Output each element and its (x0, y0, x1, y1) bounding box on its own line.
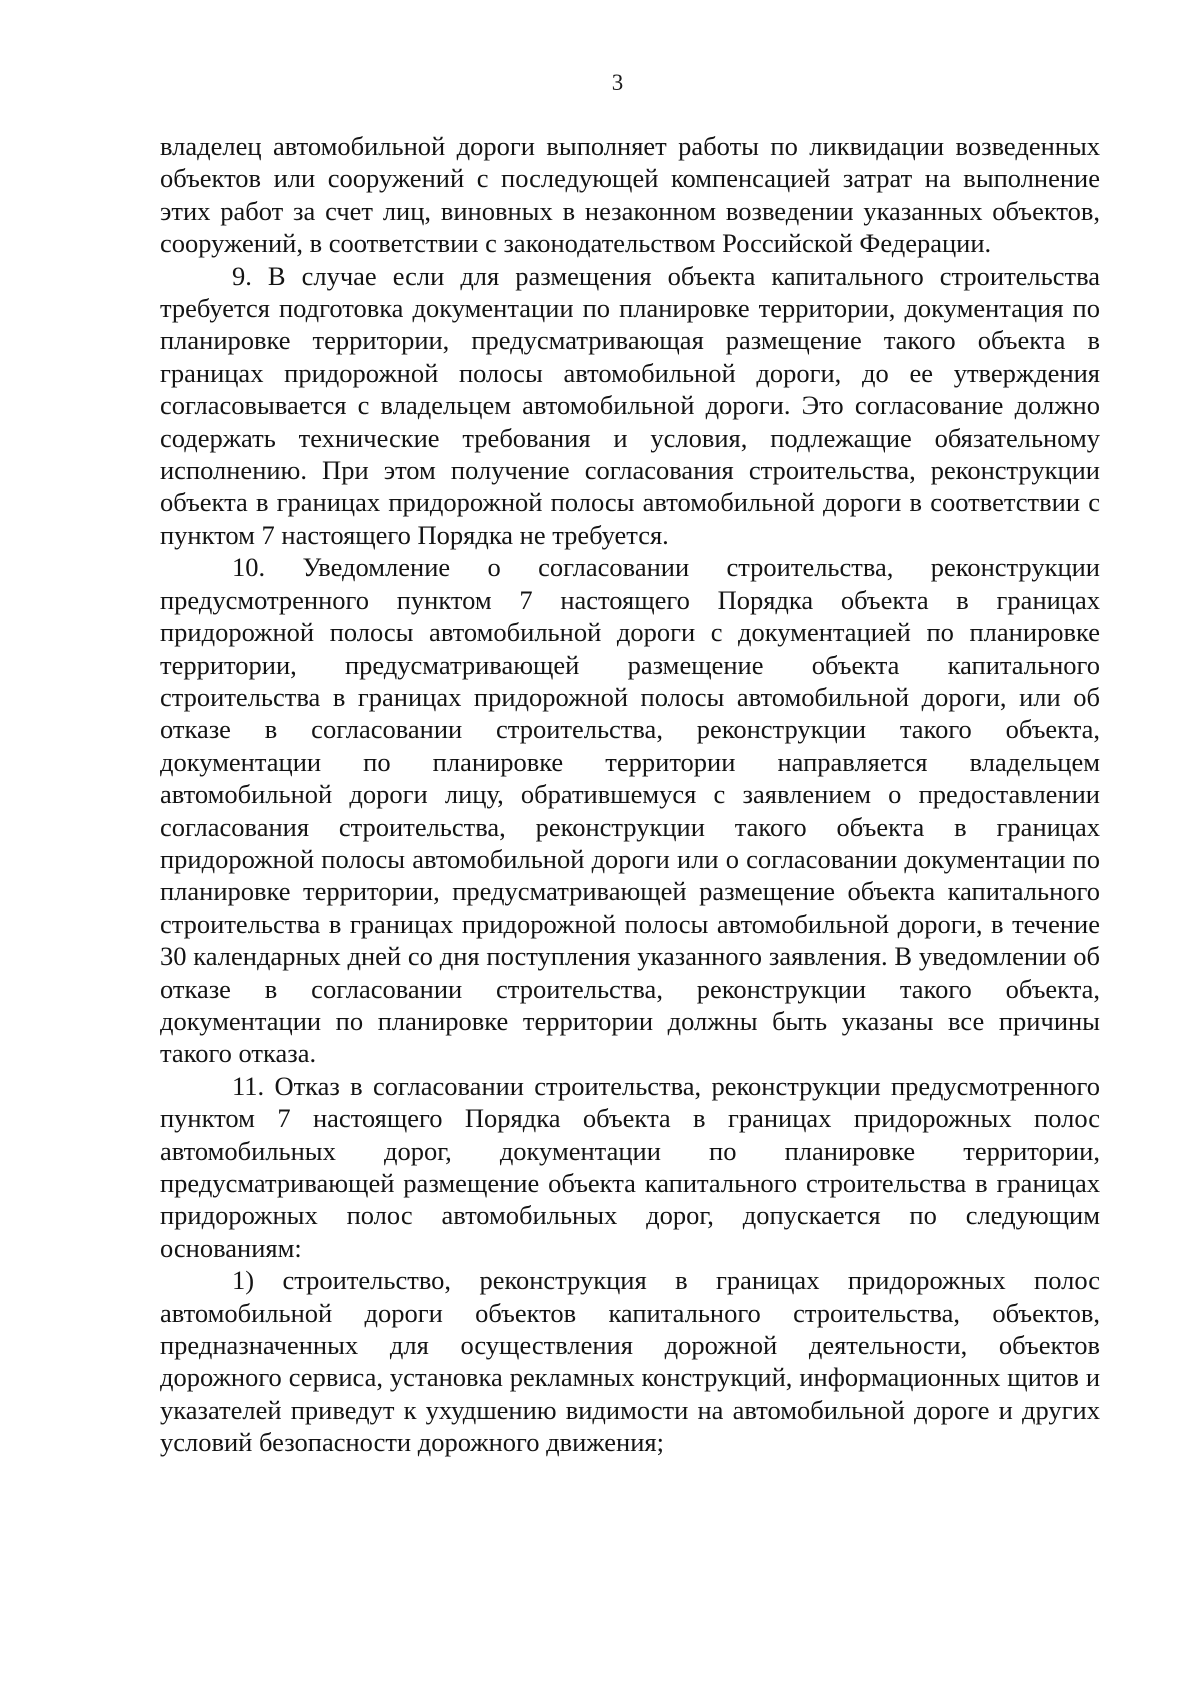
paragraph-9: 9. В случае если для размещения объекта капитального строительства требуется подготовка документации по планировке территории, документация по планировке территории, предусматривающая размещение такого объекта в границах придорожной полосы автомобильной дороги, до ее утверждения согласовывается с владельцем автомобильной дороги. Это согласование должно содержать технические требования и условия, подлежащие обязательному исполнению. При этом получение согласования строительства, реконструкции объекта в границах придорожной полосы автомобильной дороги в соответствии с пунктом 7 настоящего Порядка не требуется. (160, 260, 1100, 550)
paragraph-11-item-1: 1) строительство, реконструкция в границах придорожных полос автомобильной дороги объектов капитального строительства, объектов, предназначенных для осуществления дорожной деятельности, объектов дорожного сервиса, установка рекламных конструкций, информационных щитов и указателей приведут к ухудшению видимости на автомобильной дороге и других условий безопасности дорожного движения; (160, 1265, 1100, 1458)
document-body (160, 130, 1100, 1459)
paragraph-11: 11. Отказ в согласовании строительства, реконструкции предусмотренного пунктом 7 настоящего Порядка объекта в границах придорожных полос автомобильных дорог, документации по планировке территории, предусматривающей размещение объекта капитального строительства в границах придорожных полос автомобильных дорог, допускается по следующим основаниям: (160, 1070, 1100, 1263)
paragraph-10: 10. Уведомление о согласовании строительства, реконструкции предусмотренного пунктом 7 настоящего Порядка объекта в границах придорожной полосы автомобильной дороги с документацией по планировке территории, предусматривающей размещение объекта капитального строительства в границах придорожной полосы автомобильной дороги, или об отказе в согласовании строительства, реконструкции такого объекта, документации по планировке территории направляется владельцем автомобильной дороги лицу, обратившемуся с заявлением о предоставлении согласования строительства, реконструкции такого объекта в границах придорожной полосы автомобильной дороги или о согласовании документации по планировке территории, предусматривающей размещение объекта капитального строительства в границах придорожной полосы автомобильной дороги, в течение 30 календарных дней со дня поступления указанного заявления. В уведомлении об отказе в согласовании строительства, реконструкции такого объекта, документации по планировке территории должны быть указаны все причины такого отказа. (160, 552, 1100, 1069)
page-number: 3 (611, 70, 624, 95)
paragraph-continuation: владелец автомобильной дороги выполняет работы по ликвидации возведенных объектов или сооружений с последующей компенсацией затрат на выполнение этих работ за счет лиц, виновных в незаконном возведении указанных объектов, сооружений, в соответствии с законодательством Российской Федерации. (160, 131, 1100, 259)
